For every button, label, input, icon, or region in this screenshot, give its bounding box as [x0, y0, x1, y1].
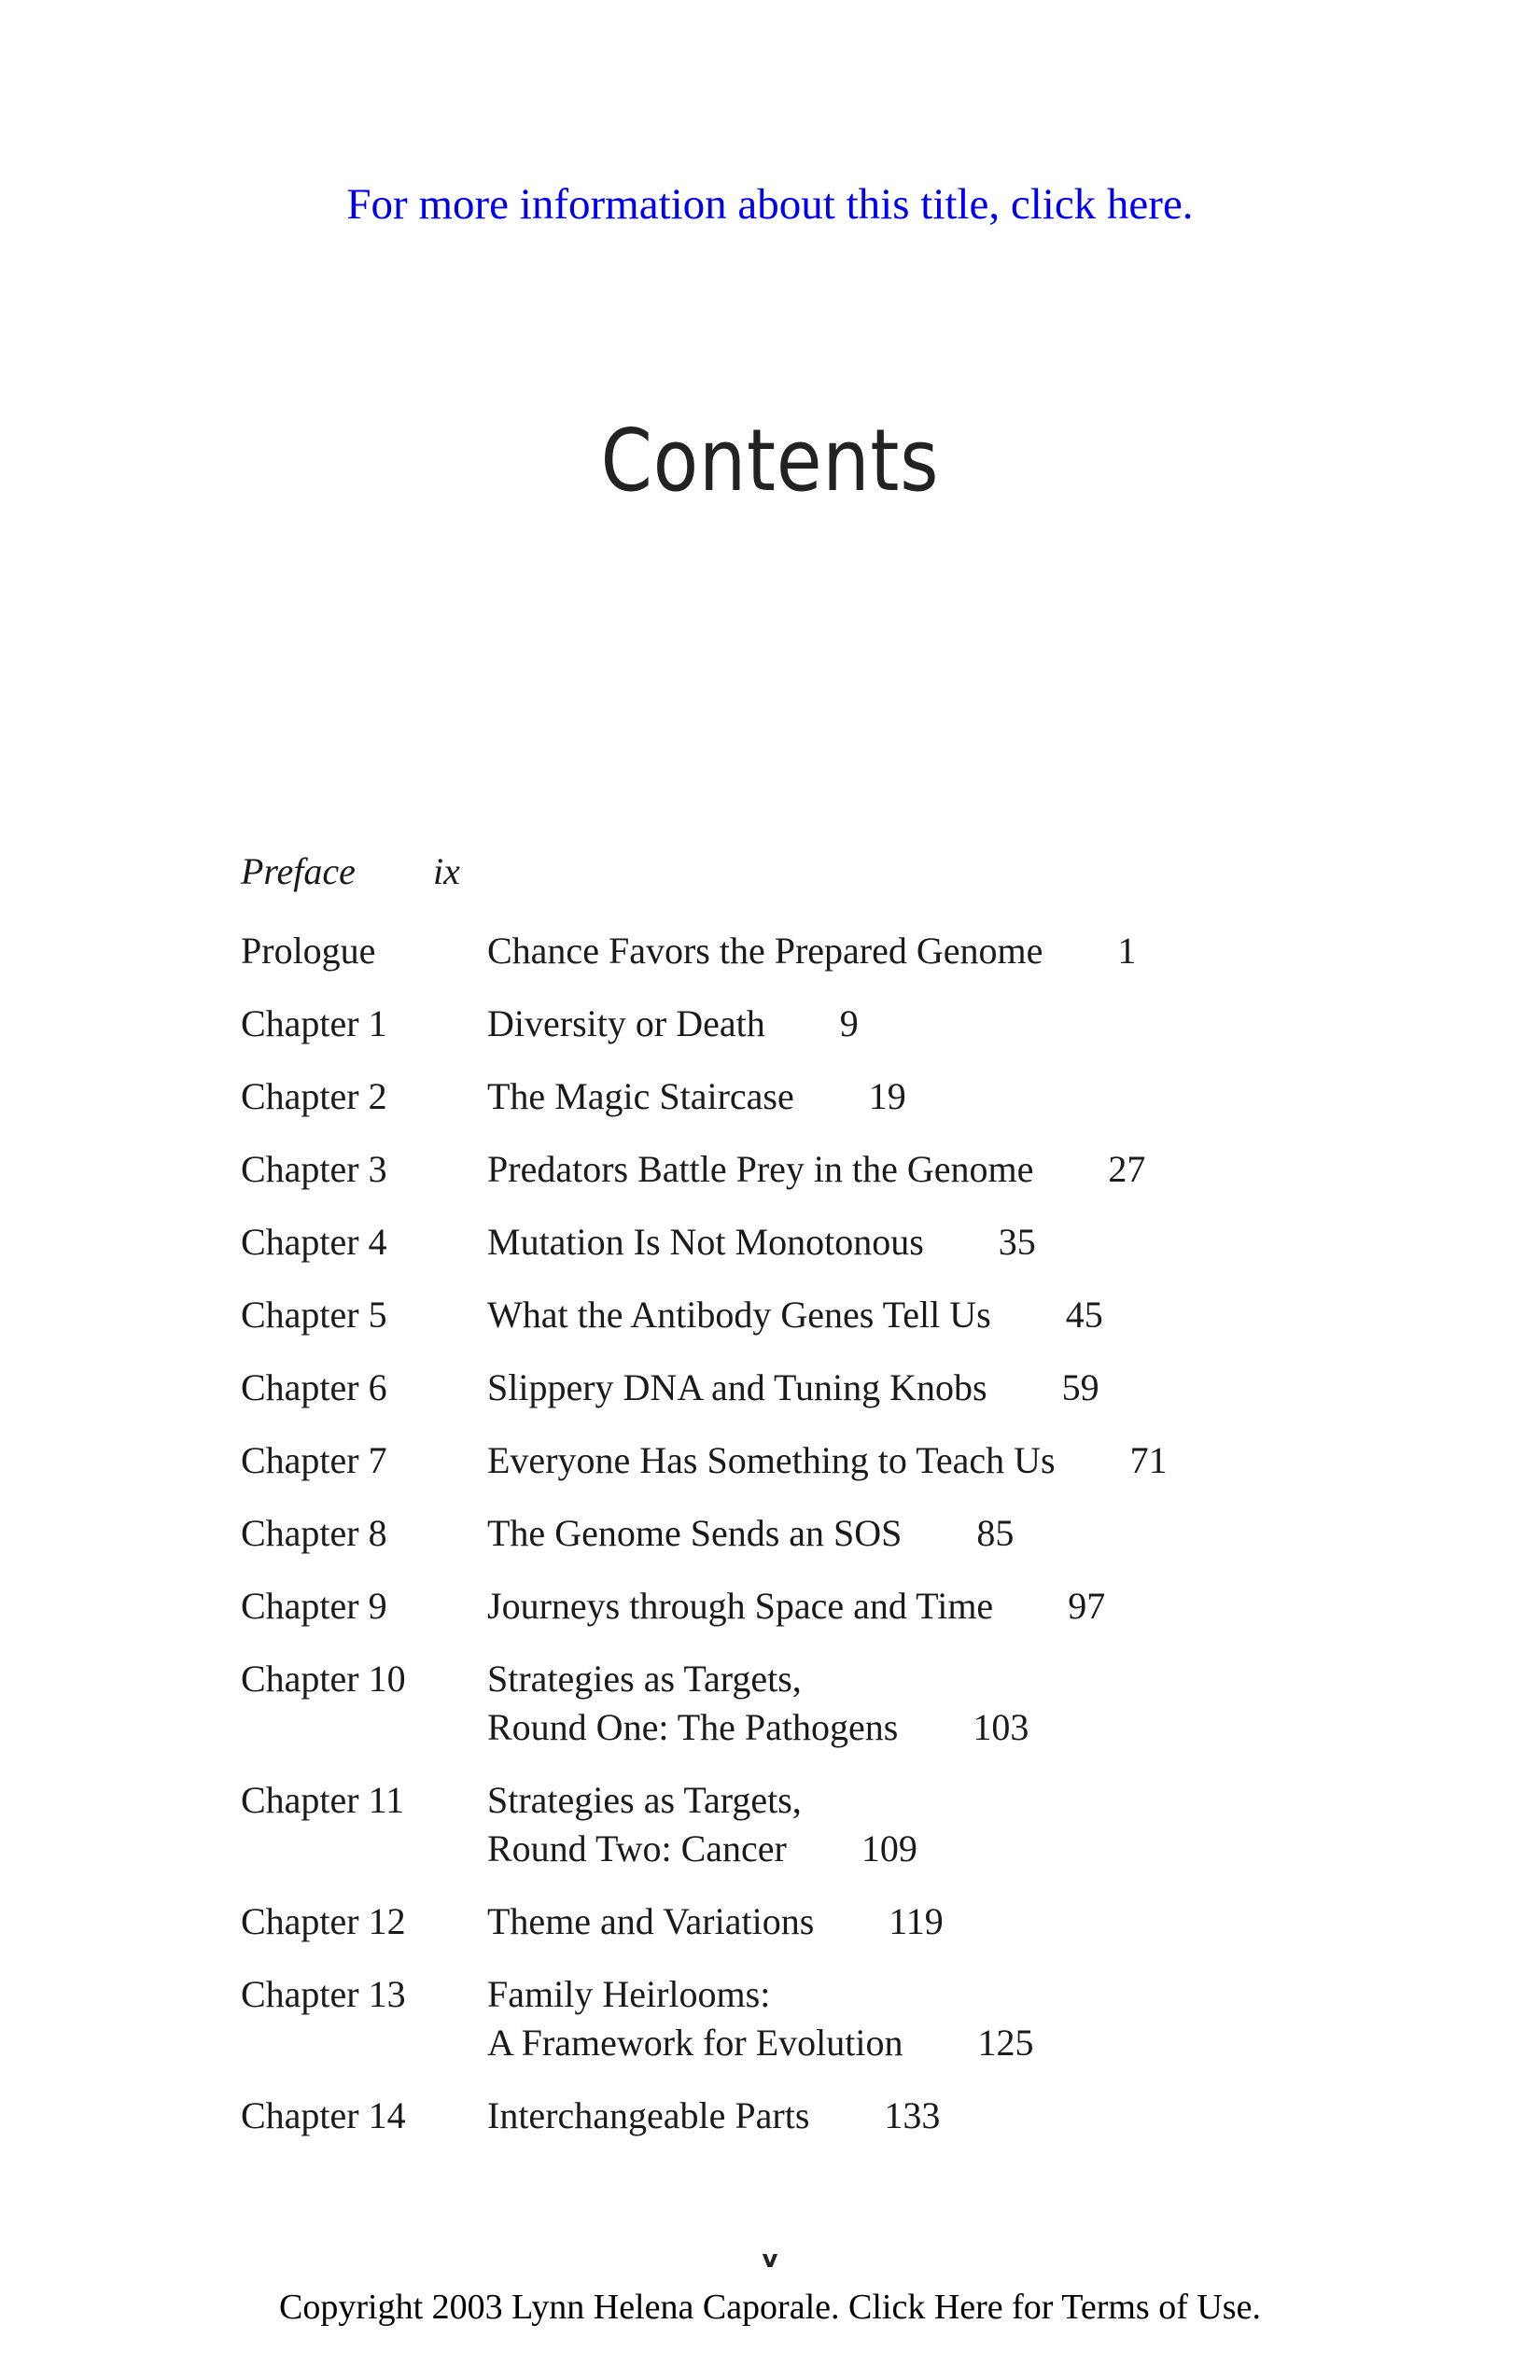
toc-chapter-label: Chapter 4 [241, 1221, 387, 1263]
toc-row[interactable] [241, 1000, 1361, 1048]
table-of-contents [241, 846, 1361, 2164]
toc-page-number: 119 [889, 1900, 944, 1942]
toc-page-number: 71 [1129, 1439, 1168, 1481]
toc-chapter-list [241, 927, 1361, 2140]
toc-entry [487, 1582, 1361, 1631]
toc-row[interactable] [241, 2092, 1361, 2140]
toc-entry [487, 1291, 1361, 1339]
toc-title-text: The Genome Sends an SOS [487, 1512, 903, 1554]
toc-row[interactable] [241, 1436, 1361, 1485]
toc-title-text: Slippery DNA and Tuning Knobs [487, 1366, 987, 1408]
toc-entry [487, 1218, 1361, 1267]
toc-chapter-label: Chapter 9 [241, 1585, 387, 1627]
toc-title-text: Everyone Has Something to Teach Us [487, 1439, 1056, 1481]
toc-title-line [487, 1145, 1361, 1194]
toc-title-line [487, 1655, 1361, 1703]
toc-chapter-label: Chapter 3 [241, 1148, 387, 1190]
toc-entry [487, 1145, 1361, 1194]
toc-title-line [487, 2092, 1361, 2140]
more-info-link[interactable]: For more information about this title, click here. [346, 180, 1194, 229]
toc-row[interactable] [241, 1509, 1361, 1558]
toc-title-text: Strategies as Targets, [487, 1658, 802, 1700]
toc-entry [487, 2092, 1361, 2140]
toc-title-line [487, 1364, 1361, 1412]
toc-entry [487, 1436, 1361, 1485]
toc-preface-row[interactable] [241, 846, 1361, 898]
toc-chapter-label: Chapter 11 [241, 1779, 405, 1821]
toc-row[interactable] [241, 1291, 1361, 1339]
toc-page-number: 133 [884, 2094, 941, 2136]
toc-row[interactable] [241, 1145, 1361, 1194]
toc-title-text: Predators Battle Prey in the Genome [487, 1148, 1034, 1190]
page-title: Contents [600, 411, 940, 511]
toc-title-line [487, 1000, 1361, 1048]
toc-chapter-label: Prologue [241, 930, 376, 972]
toc-chapter-label: Chapter 5 [241, 1294, 387, 1336]
toc-title-line [487, 2019, 1361, 2067]
toc-chapter-label: Chapter 14 [241, 2094, 406, 2136]
toc-page-number: 97 [1068, 1585, 1106, 1627]
toc-title-text: Strategies as Targets, [487, 1779, 802, 1821]
toc-chapter-label: Chapter 1 [241, 1002, 387, 1044]
toc-entry [487, 1509, 1361, 1558]
toc-chapter-label: Chapter 12 [241, 1900, 406, 1942]
toc-row[interactable] [241, 1655, 1361, 1752]
toc-row[interactable] [241, 927, 1361, 975]
toc-chapter-label: Chapter 6 [241, 1366, 387, 1408]
toc-title-text: The Magic Staircase [487, 1075, 794, 1117]
toc-title-text: Chance Favors the Prepared Genome [487, 930, 1043, 972]
toc-title-line [487, 1582, 1361, 1631]
toc-title-line [487, 927, 1361, 975]
toc-page-number: 103 [973, 1706, 1029, 1748]
toc-page-number: 45 [1065, 1294, 1103, 1336]
toc-page-number: 59 [1061, 1366, 1099, 1408]
toc-entry [487, 1776, 1361, 1873]
toc-row[interactable] [241, 1364, 1361, 1412]
toc-title-text: Diversity or Death [487, 1002, 765, 1044]
toc-entry [487, 1072, 1361, 1121]
toc-row[interactable] [241, 1776, 1361, 1873]
toc-title-text: A Framework for Evolution [487, 2022, 903, 2064]
toc-title-line [487, 1436, 1361, 1485]
toc-chapter-label: Chapter 13 [241, 1973, 406, 2015]
toc-title-text: What the Antibody Genes Tell Us [487, 1294, 991, 1336]
toc-title-line [487, 1703, 1361, 1752]
toc-title-line [487, 1072, 1361, 1121]
toc-page-number: 9 [839, 1002, 859, 1044]
toc-title-text: Round Two: Cancer [487, 1827, 787, 1869]
toc-title-text: Journeys through Space and Time [487, 1585, 994, 1627]
toc-chapter-label: Chapter 10 [241, 1658, 406, 1700]
preface-label: Preface [241, 850, 356, 892]
toc-row[interactable] [241, 1970, 1361, 2067]
toc-page-number: 109 [861, 1827, 917, 1869]
toc-title-line [487, 1776, 1361, 1825]
toc-title-text: Family Heirlooms: [487, 1973, 771, 2015]
toc-page-number: 19 [868, 1075, 906, 1117]
toc-row[interactable] [241, 1072, 1361, 1121]
toc-chapter-label: Chapter 2 [241, 1075, 387, 1117]
toc-entry [487, 1897, 1361, 1946]
toc-entry [487, 1970, 1361, 2067]
toc-title-text: Mutation Is Not Monotonous [487, 1221, 924, 1263]
toc-page-number: 35 [998, 1221, 1036, 1263]
toc-title-text: Theme and Variations [487, 1900, 815, 1942]
toc-page-number: 1 [1117, 930, 1137, 972]
toc-row[interactable] [241, 1897, 1361, 1946]
toc-row[interactable] [241, 1218, 1361, 1267]
toc-title-line [487, 1825, 1361, 1873]
toc-title-text: Interchangeable Parts [487, 2094, 810, 2136]
toc-title-line [487, 1897, 1361, 1946]
toc-title-line [487, 1218, 1361, 1267]
toc-title-line [487, 1970, 1361, 2019]
toc-entry [487, 1655, 1361, 1752]
toc-title-text: Round One: The Pathogens [487, 1706, 899, 1748]
toc-row[interactable] [241, 1582, 1361, 1631]
toc-title-line [487, 1509, 1361, 1558]
toc-chapter-label: Chapter 7 [241, 1439, 387, 1481]
toc-page-number: 85 [976, 1512, 1015, 1554]
page-number: v [762, 2246, 778, 2274]
preface-page-number: ix [433, 850, 460, 892]
toc-entry [487, 1000, 1361, 1048]
copyright-terms-link[interactable]: Copyright 2003 Lynn Helena Caporale. Click Here for Terms of Use. [279, 2288, 1261, 2327]
toc-entry [487, 1364, 1361, 1412]
toc-entry [487, 927, 1361, 975]
toc-page-number: 27 [1108, 1148, 1146, 1190]
toc-title-line [487, 1291, 1361, 1339]
toc-chapter-label: Chapter 8 [241, 1512, 387, 1554]
toc-page-number: 125 [977, 2022, 1034, 2064]
